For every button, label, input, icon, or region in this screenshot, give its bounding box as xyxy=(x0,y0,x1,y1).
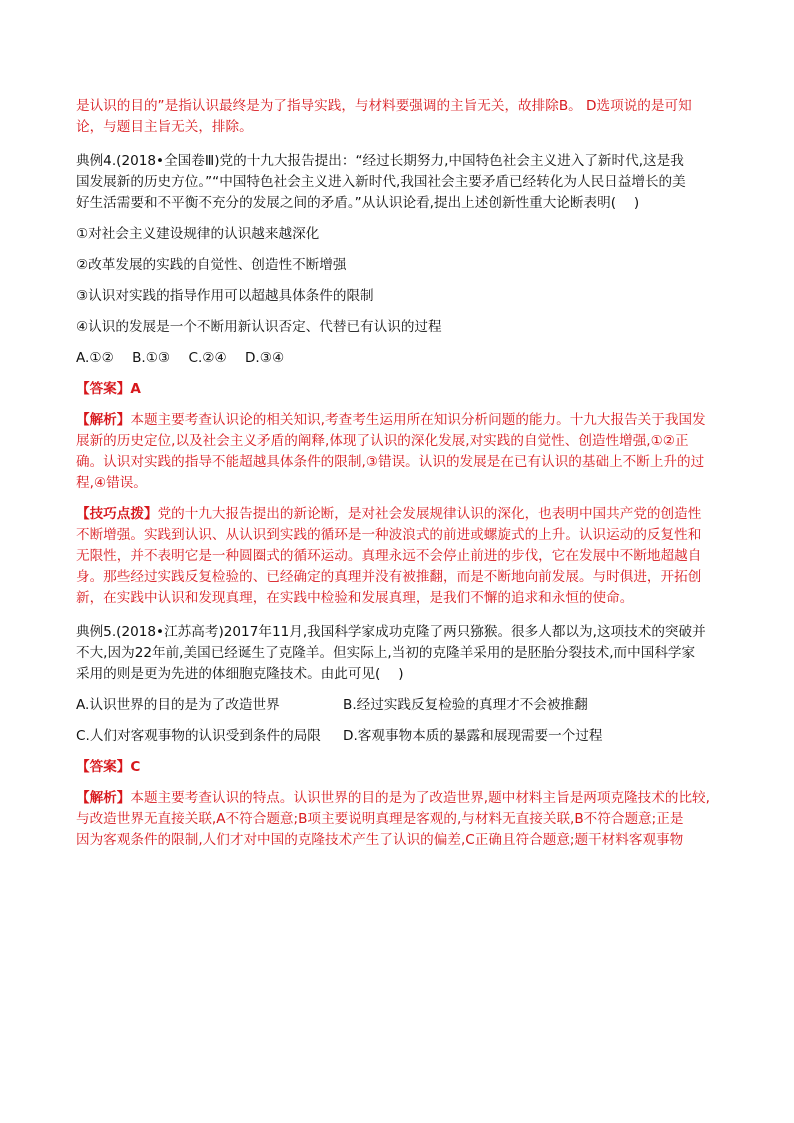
analysis-tag: 【解析】 xyxy=(76,412,131,428)
analysis-line: 因为客观条件的限制,人们才对中国的克隆技术产生了认识的偏差,C正确且符合题意;题干材料客观事物 xyxy=(76,832,684,848)
statement-4: ④认识的发展是一个不断用新认识否定、代替已有认识的过程 xyxy=(76,319,442,335)
analysis-tag: 【解析】 xyxy=(76,790,131,806)
answer-value: A xyxy=(130,381,141,397)
question-stem-line: 采用的则是更为先进的体细胞克隆技术。由此可见( ) xyxy=(76,666,404,682)
example-5 xyxy=(76,622,728,851)
question-stem-line: 不大,因为22年前,美国已经诞生了克隆羊。但实际上,当初的克隆羊采用的是胚胎分裂技术,而中国科学家 xyxy=(76,645,696,661)
page-content xyxy=(76,96,728,851)
options-row-2 xyxy=(76,726,728,747)
question-stem-line: 典例5.(2018•江苏高考)2017年11月,我国科学家成功克隆了两只猕猴。很多人都以为,这项技术的突破并 xyxy=(76,624,706,640)
option-d: D.客观事物本质的暴露和展现需要一个过程 xyxy=(343,728,603,744)
answer-line xyxy=(76,379,728,400)
tip-line: 身。那些经过实践反复检验的、已经确定的真理并没有被推翻，而是不断地向前发展。与时俱进，开拓创 xyxy=(76,569,702,585)
option-a: A.认识世界的目的是为了改造世界 xyxy=(76,697,280,713)
tip-line: 无限性，并不表明它是一种圆圈式的循环运动。真理永远不会停止前进的步伐，它在发展中不断地超越自 xyxy=(76,548,702,564)
prev-analysis-line: 是认识的目的”是指认识最终是为了指导实践，与材料要强调的主旨无关，故排除B。 D选项说的是可知 xyxy=(76,98,692,114)
analysis-text: 本题主要考查认识论的相关知识,考查考生运用所在知识分析问题的能力。十九大报告关于我国发 xyxy=(130,412,706,428)
analysis-line: 程,④错误。 xyxy=(76,475,147,491)
tip-line: 不断增强。实践到认识、从认识到实践的循环是一种波浪式的前进或螺旋式的上升。认识运动的反复性和 xyxy=(76,527,702,543)
option-d: D.③④ xyxy=(244,350,285,366)
statement-1: ①对社会主义建设规律的认识越来越深化 xyxy=(76,226,320,242)
analysis-line: 展新的历史定位,以及社会主义矛盾的阐释,体现了认识的深化发展,对实践的自觉性、创造性增强,①②正 xyxy=(76,433,689,449)
question-stem-line: 好生活需要和不平衡不充分的发展之间的矛盾。”从认识论看,提出上述创新性重大论断表明( ) xyxy=(76,195,640,211)
analysis-line xyxy=(76,788,728,809)
tip-text: 党的十九大报告提出的新论断，是对社会发展规律认识的深化，也表明中国共产党的创造性 xyxy=(157,506,702,522)
question-stem-line: 典例4.(2018•全国卷Ⅲ)党的十九大报告提出：“经过长期努力,中国特色社会主义进入了新时代,这是我 xyxy=(76,153,684,169)
statement-3: ③认识对实践的指导作用可以超越具体条件的限制 xyxy=(76,288,374,304)
answer-options xyxy=(76,348,728,369)
answer-value: C xyxy=(130,759,141,775)
option-b: B.①③ xyxy=(132,350,171,366)
analysis-line: 确。认识对实践的指导不能超越具体条件的限制,③错误。认识的发展是在已有认识的基础上不断上升的过 xyxy=(76,454,705,470)
answer-line xyxy=(76,757,728,778)
tip-line: 新，在实践中认识和发现真理，在实践中检验和发展真理，是我们不懈的追求和永恒的使命。 xyxy=(76,590,634,606)
statement-2: ②改革发展的实践的自觉性、创造性不断增强 xyxy=(76,257,347,273)
analysis-line xyxy=(76,410,728,431)
question-stem-line: 国发展新的历史方位。”“中国特色社会主义进入新时代,我国社会主要矛盾已经转化为人民日益增长的美 xyxy=(76,174,686,190)
option-a: A.①② xyxy=(76,350,114,366)
option-c: C.②④ xyxy=(188,350,227,366)
answer-tag: 【答案】 xyxy=(76,759,131,775)
answer-tag: 【答案】 xyxy=(76,381,131,397)
tip-line xyxy=(76,504,728,525)
tip-tag: 【技巧点拨】 xyxy=(76,506,158,522)
example-4 xyxy=(76,151,728,609)
prev-analysis-line: 论，与题目主旨无关，排除。 xyxy=(76,119,253,135)
analysis-text: 本题主要考查认识的特点。认识世界的目的是为了改造世界,题中材料主旨是两项克隆技术的比较, xyxy=(130,790,710,806)
options-row-1 xyxy=(76,695,728,716)
option-c: C.人们对客观事物的认识受到条件的局限 xyxy=(76,728,321,744)
analysis-line: 与改造世界无直接关联,A不符合题意;B项主要说明真理是客观的,与材料无直接关联,B不符合题意;正是 xyxy=(76,811,684,827)
option-b: B.经过实践反复检验的真理才不会被推翻 xyxy=(343,697,588,713)
